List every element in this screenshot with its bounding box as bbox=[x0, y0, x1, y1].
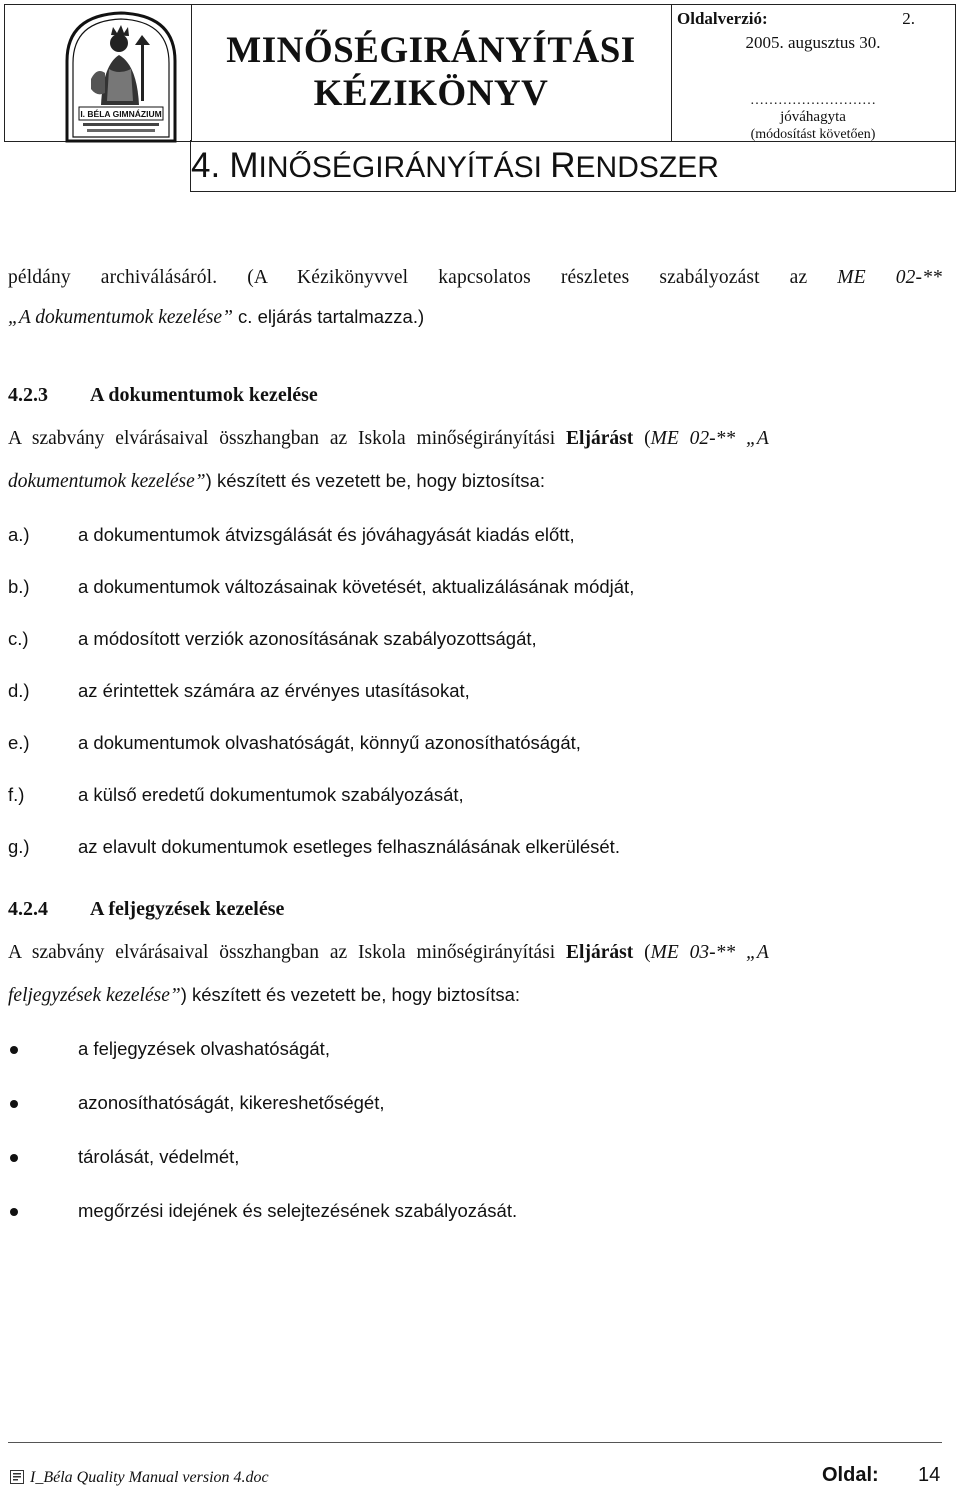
requirements-list bbox=[8, 522, 942, 886]
document-file-icon bbox=[10, 1470, 24, 1484]
bullet-item bbox=[8, 1144, 942, 1198]
list-item-label: d.) bbox=[8, 680, 30, 701]
list-item bbox=[8, 522, 942, 574]
paragraph-text-end: ) készített és vezetett be, hogy biztosítsa: bbox=[205, 470, 545, 491]
subsection-number: 4.2.3 bbox=[8, 384, 48, 406]
list-item bbox=[8, 730, 942, 782]
section-title-initial2: R bbox=[550, 146, 576, 185]
paragraph-bold: Eljárást bbox=[566, 428, 634, 449]
paragraph-doc-title: dokumentumok kezelése” bbox=[8, 471, 206, 492]
bullet-icon bbox=[10, 1100, 18, 1108]
subsection-heading-424 bbox=[8, 898, 942, 932]
paragraph-paren: ( bbox=[633, 942, 651, 963]
logo-caption: I. BÉLA GIMNÁZIUM bbox=[80, 109, 162, 119]
manual-title-line1: MINŐSÉGIRÁNYÍTÁSI bbox=[226, 30, 636, 71]
meta-cell bbox=[671, 5, 955, 141]
subsection-title: A dokumentumok kezelése bbox=[90, 384, 318, 406]
bullet-icon bbox=[10, 1154, 18, 1162]
list-item-text: az elavult dokumentumok esetleges felhasználásának elkerülését. bbox=[78, 836, 620, 857]
footer-divider bbox=[8, 1442, 942, 1443]
subsection-423-paragraph bbox=[8, 418, 942, 522]
paragraph-paren: ( bbox=[633, 428, 651, 449]
bullet-text: azonosíthatóságát, kikereshetőségét, bbox=[78, 1092, 385, 1113]
logo-cell bbox=[5, 5, 192, 141]
list-item-label: g.) bbox=[8, 836, 30, 857]
list-item bbox=[8, 678, 942, 730]
section-title-part1: INŐSÉGIRÁNYÍTÁSI bbox=[258, 151, 551, 184]
version-label: Oldalverzió: bbox=[677, 9, 768, 28]
list-item bbox=[8, 834, 942, 886]
version-date: 2005. augusztus 30. bbox=[745, 33, 881, 52]
subsection-heading-423 bbox=[8, 384, 942, 418]
list-item bbox=[8, 626, 942, 678]
bullet-item bbox=[8, 1198, 942, 1252]
list-item-text: a dokumentumok átvizsgálását és jóváhagyását kiadás előtt, bbox=[78, 524, 575, 545]
approval-label: jóváhagyta bbox=[780, 109, 846, 125]
approval-note: (módosítást követően) bbox=[750, 127, 876, 142]
version-value: 2. bbox=[902, 9, 915, 28]
section-heading bbox=[191, 148, 719, 186]
paragraph-text: A szabvány elvárásaival összhangban az Iskola minőségirányítási bbox=[8, 942, 567, 963]
footer-file-name: I_Béla Quality Manual version 4.doc bbox=[30, 1469, 269, 1486]
list-item-text: az érintettek számára az érvényes utasításokat, bbox=[78, 680, 470, 701]
manual-title-line2: KÉZIKÖNYV bbox=[313, 73, 549, 114]
intro-text: példány archiválásáról. (A Kézikönyvvel kapcsolatos részletes szabályozást az bbox=[8, 267, 838, 288]
bullet-text: tárolását, védelmét, bbox=[78, 1146, 240, 1167]
footer-page-label: Oldal: bbox=[822, 1464, 879, 1486]
list-item-text: a módosított verziók azonosításának szabályozottságát, bbox=[78, 628, 537, 649]
section-title-row bbox=[190, 140, 956, 192]
section-number: 4. bbox=[191, 146, 221, 185]
list-item-label: a.) bbox=[8, 524, 30, 545]
school-logo bbox=[61, 9, 181, 143]
bullet-text: megőrzési idejének és selejtezésének szabályozását. bbox=[78, 1200, 518, 1221]
paragraph-bold: Eljárást bbox=[566, 942, 634, 963]
bullet-item bbox=[8, 1090, 942, 1144]
list-item-text: a dokumentumok változásainak követését, aktualizálásának módját, bbox=[78, 576, 635, 597]
list-item-text: a külső eredetű dokumentumok szabályozását, bbox=[78, 784, 464, 805]
paragraph-reference: ME 03-** „A bbox=[650, 942, 769, 963]
subsection-title: A feljegyzések kezelése bbox=[90, 898, 285, 920]
subsection-424-paragraph bbox=[8, 932, 942, 1036]
list-item-label: e.) bbox=[8, 732, 30, 753]
list-item-label: c.) bbox=[8, 628, 29, 649]
subsection-number: 4.2.4 bbox=[8, 898, 48, 920]
intro-text-end: c. eljárás tartalmazza.) bbox=[232, 306, 425, 327]
section-title-part2: ENDSZER bbox=[575, 151, 719, 184]
manual-title bbox=[191, 29, 671, 115]
bullet-item bbox=[8, 1036, 942, 1090]
document-header bbox=[4, 4, 956, 192]
list-item bbox=[8, 574, 942, 626]
bullet-text: a feljegyzések olvashatóságát, bbox=[78, 1038, 330, 1059]
intro-doc-title: „A dokumentumok kezelése” bbox=[8, 307, 233, 328]
list-item-text: a dokumentumok olvashatóságát, könnyű azonosíthatóságát, bbox=[78, 732, 581, 753]
records-bullet-list bbox=[8, 1036, 942, 1252]
paragraph-doc-title: feljegyzések kezelése” bbox=[8, 985, 181, 1006]
list-item-label: f.) bbox=[8, 784, 25, 805]
paragraph-text: A szabvány elvárásaival összhangban az Iskola minőségirányítási bbox=[8, 428, 567, 449]
header-table bbox=[4, 4, 956, 142]
approval-signature-line: ……………………… bbox=[750, 93, 876, 108]
intro-paragraph bbox=[8, 258, 942, 336]
section-title-initial: M bbox=[229, 146, 259, 185]
paragraph-text-end: ) készített és vezetett be, hogy biztosítsa: bbox=[180, 984, 521, 1005]
bullet-icon bbox=[10, 1046, 18, 1054]
bullet-icon bbox=[10, 1208, 18, 1216]
page-content bbox=[8, 258, 942, 1252]
list-item bbox=[8, 782, 942, 834]
paragraph-reference: ME 02-** „A bbox=[650, 428, 769, 449]
list-item-label: b.) bbox=[8, 576, 30, 597]
footer-page-number: 14 bbox=[918, 1464, 941, 1486]
title-cell bbox=[191, 5, 672, 141]
intro-reference: ME 02-** bbox=[837, 267, 942, 288]
